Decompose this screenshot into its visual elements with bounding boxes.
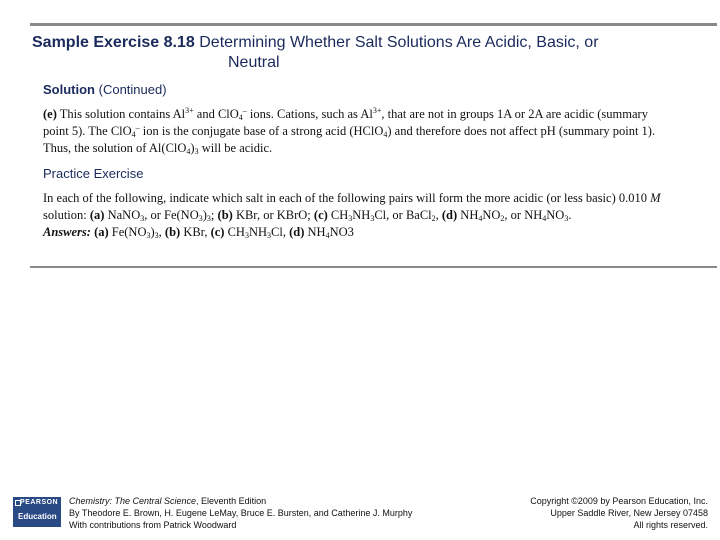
practice-paragraph <box>43 190 663 241</box>
practice-text: NO <box>482 208 501 222</box>
subscript: 4 <box>131 130 136 139</box>
solution-continued: (Continued) <box>98 82 167 97</box>
logo-line1: PEARSON <box>20 499 59 506</box>
subscript: 3 <box>206 214 211 223</box>
part-e-label: (e) <box>43 107 57 121</box>
practice-text: NH <box>352 208 371 222</box>
solution-text: This solution contains Al <box>59 107 186 121</box>
subscript: 3 <box>564 214 569 223</box>
copyright-line: Copyright ©2009 by Pearson Education, Inc. <box>530 496 708 506</box>
subscript: 2 <box>500 214 505 223</box>
part-d-label: (d) <box>441 208 458 222</box>
answer-text: Fe(NO <box>108 225 147 239</box>
subscript: 3 <box>194 147 199 156</box>
subscript: 2 <box>431 214 436 223</box>
answers-label: Answers: <box>43 225 91 239</box>
practice-heading: Practice Exercise <box>43 166 144 181</box>
charge: – <box>135 123 140 132</box>
solution-text: will be acidic. <box>198 141 273 155</box>
answer-text: ) <box>150 225 155 239</box>
subscript: 4 <box>478 214 483 223</box>
subscript: 3 <box>348 214 353 223</box>
answer-text: NH <box>304 225 326 239</box>
part-a-label: (a) <box>89 208 105 222</box>
practice-text: ; <box>210 208 218 222</box>
pearson-logo <box>13 497 61 527</box>
subscript: 4 <box>238 113 243 122</box>
subscript: 4 <box>186 147 191 156</box>
page-title <box>32 33 712 73</box>
practice-text: , <box>435 208 442 222</box>
answer-d-label: (d) <box>289 225 305 239</box>
solution-label: Solution <box>43 82 95 97</box>
subscript: 3 <box>244 231 249 240</box>
subscript: 3 <box>267 231 272 240</box>
answer-text: NO3 <box>329 225 354 239</box>
subscript: 3 <box>370 214 375 223</box>
logo-line2: Education <box>18 512 57 521</box>
practice-text: , or NH <box>504 208 543 222</box>
title-line2: Neutral <box>228 54 280 71</box>
subscript: 3 <box>140 214 145 223</box>
solution-text: ion is the conjugate base of a strong acid (HClO <box>139 124 384 138</box>
answer-text: KBr, <box>180 225 211 239</box>
top-divider <box>30 23 717 26</box>
answer-c-label: (c) <box>210 225 225 239</box>
answer-text: CH <box>224 225 245 239</box>
part-c-label: (c) <box>313 208 328 222</box>
answer-b-label: (b) <box>164 225 181 239</box>
bottom-divider <box>30 266 717 268</box>
practice-text: ) <box>202 208 207 222</box>
practice-text: . <box>568 208 572 222</box>
answer-text: NH <box>248 225 268 239</box>
solution-heading <box>43 82 167 97</box>
practice-text: NH <box>457 208 479 222</box>
part-b-label: (b) <box>217 208 233 222</box>
practice-text: NaNO <box>104 208 141 222</box>
subscript: 3 <box>146 231 151 240</box>
title-line1: Determining Whether Salt Solutions Are Acidic, Basic, or <box>199 34 599 51</box>
answer-text: Cl, <box>271 225 290 239</box>
book-credits <box>69 495 412 531</box>
solution-text: ) <box>190 141 195 155</box>
charge: – <box>242 106 247 115</box>
rights-line: All rights reserved. <box>633 520 708 530</box>
book-authors: By Theodore E. Brown, H. Eugene LeMay, Bruce E. Bursten, and Catherine J. Murphy <box>69 508 413 518</box>
practice-text: NO <box>546 208 565 222</box>
answer-text: , <box>158 225 165 239</box>
solution-text: , that are not in groups 1A or 2A are acidic (summary point 5). The ClO <box>43 107 648 138</box>
practice-text: solution: <box>43 208 90 222</box>
charge: 3+ <box>185 106 194 115</box>
subscript: 4 <box>383 130 388 139</box>
practice-text: CH <box>327 208 349 222</box>
subscript: 4 <box>325 231 330 240</box>
publisher-address: Upper Saddle River, New Jersey 07458 <box>550 508 708 518</box>
book-edition: , Eleventh Edition <box>196 496 267 506</box>
subscript: 4 <box>542 214 547 223</box>
book-title-line <box>69 495 412 507</box>
book-title: Chemistry: The Central Science <box>69 496 197 506</box>
subscript: 3 <box>154 231 159 240</box>
solution-text: ions. Cations, such as Al <box>246 107 373 121</box>
subscript: 3 <box>198 214 203 223</box>
book-contributions: With contributions from Patrick Woodward <box>69 520 237 530</box>
molarity-symbol: M <box>650 191 661 205</box>
practice-text: Cl, or BaCl <box>374 208 432 222</box>
solution-text: ) and therefore does not affect pH (summary point 1). Thus, the solution of Al(ClO <box>43 124 656 155</box>
practice-text: , or Fe(NO <box>144 208 199 222</box>
practice-text: In each of the following, indicate which salt in each of the following pairs will form the more acidic (or less basic) 0.010 <box>43 191 651 205</box>
copyright-block <box>530 495 708 531</box>
practice-text: KBr, or KBrO; <box>232 208 314 222</box>
charge: 3+ <box>372 106 382 115</box>
solution-paragraph <box>43 106 663 157</box>
answer-a-label: (a) <box>94 225 109 239</box>
exercise-label: Sample Exercise 8.18 <box>32 34 195 51</box>
solution-text: and ClO <box>193 107 239 121</box>
